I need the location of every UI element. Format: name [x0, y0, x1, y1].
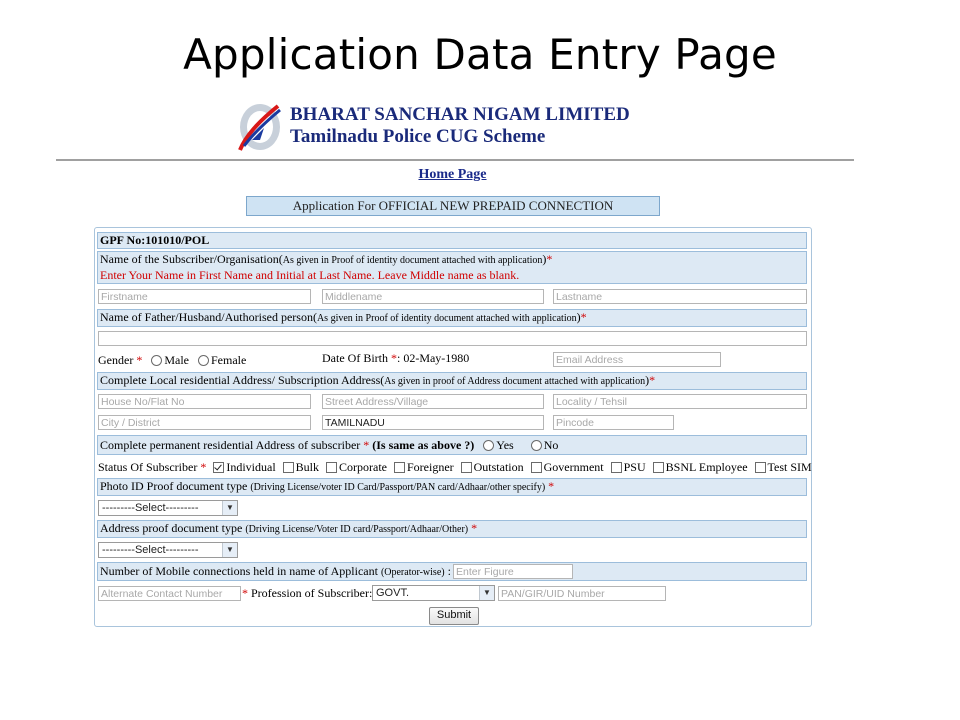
address-proof-selected: ---------Select--------- [102, 544, 199, 556]
pincode-input[interactable]: Pincode [553, 415, 674, 430]
required-marker: * [363, 438, 370, 452]
profession-label: Profession of Subscriber: [251, 586, 373, 600]
home-page-link[interactable]: Home Page [418, 167, 487, 182]
gender-female-radio[interactable] [198, 355, 209, 366]
middlename-input[interactable]: Middlename [322, 289, 544, 304]
required-marker: * [649, 373, 656, 387]
father-name-note: As given in Proof of identity document attached with application [316, 313, 577, 324]
father-name-label: Name of Father/Husband/Authorised person( [100, 310, 317, 324]
house-no-input[interactable]: House No/Flat No [98, 394, 311, 409]
lastname-input[interactable]: Lastname [553, 289, 807, 304]
gender-male-radio[interactable] [151, 355, 162, 366]
local-address-label: Complete Local residential Address/ Subscription Address( [100, 373, 385, 387]
state-input[interactable]: TAMILNADU [322, 415, 544, 430]
status-bsnl-employee-checkbox[interactable] [653, 462, 664, 473]
same-address-no-radio[interactable] [531, 440, 542, 451]
required-marker: * [546, 252, 553, 266]
status-bulk-checkbox[interactable] [283, 462, 294, 473]
city-input[interactable]: City / District [98, 415, 311, 430]
photo-id-label: Photo ID Proof document type [100, 479, 248, 493]
address-proof-note: (Driving License/Voter ID card/Passport/Adhaar/Other) [245, 524, 469, 535]
photo-id-selected: ---------Select--------- [102, 502, 199, 514]
dob-row [322, 351, 469, 366]
same-address-no-label: No [543, 438, 559, 452]
address-proof-section [97, 520, 807, 538]
gender-row [98, 353, 246, 368]
bsnl-logo-icon [234, 100, 290, 154]
mobile-connections-label: Number of Mobile connections held in name of Applicant [100, 564, 378, 578]
status-corporate-checkbox[interactable] [326, 462, 337, 473]
required-marker: * [390, 351, 397, 365]
status-label: Status Of Subscriber [98, 460, 198, 474]
email-input[interactable]: Email Address [553, 352, 721, 367]
mobile-connections-section: Number of Mobile connections held in name of Applicant (Operator-wise) : [97, 562, 807, 581]
status-individual-checkbox[interactable] [213, 462, 224, 473]
required-marker: * [471, 521, 478, 535]
gender-label: Gender [98, 353, 134, 367]
subscriber-name-section: Name of the Subscriber/Organisation(As given in Proof of identity document attached with application)* Enter Your Name in First Name and Initial at Last Name. Leave Middle name as blank. [97, 251, 807, 284]
gpf-number: GPF No:101010/POL [97, 232, 807, 249]
dob-label: Date Of Birth [322, 351, 388, 365]
mobile-connections-note: (Operator-wise) [380, 567, 445, 578]
brand-name: BHARAT SANCHAR NIGAM LIMITED [290, 104, 630, 125]
brand-scheme: Tamilnadu Police CUG Scheme [290, 126, 546, 147]
status-government-checkbox[interactable] [531, 462, 542, 473]
application-title-banner: Application For OFFICIAL NEW PREPAID CONNECTION [246, 196, 660, 216]
required-marker: * [580, 310, 587, 324]
header-divider [56, 159, 854, 161]
photo-id-select[interactable] [98, 500, 238, 516]
same-address-yes-label: Yes [496, 438, 514, 452]
mobile-connections-input[interactable]: Enter Figure [453, 564, 573, 579]
required-marker: * [548, 479, 555, 493]
locality-input[interactable]: Locality / Tehsil [553, 394, 807, 409]
subscriber-name-note: As given in Proof of identity document attached with application [282, 255, 543, 266]
photo-id-note: (Driving License/voter ID Card/Passport/PAN card/Adhaar/other specify) [250, 482, 546, 493]
local-address-note: As given in proof of Address document attached with application [384, 376, 646, 387]
slide-title: Application Data Entry Page [183, 30, 777, 79]
gender-female-label: Female [210, 353, 247, 367]
photo-id-section [97, 478, 807, 496]
profession-selected: GOVT. [376, 587, 410, 599]
gender-male-label: Male [164, 353, 189, 367]
status-outstation-checkbox[interactable] [461, 462, 472, 473]
chevron-down-icon: ▼ [222, 543, 237, 557]
submit-button[interactable]: Submit [429, 607, 479, 625]
chevron-down-icon: ▼ [222, 501, 237, 515]
status-foreigner-checkbox[interactable] [394, 462, 405, 473]
subscriber-name-instruction: Enter Your Name in First Name and Initial at Last Name. Leave Middle name as blank. [100, 268, 520, 282]
address-proof-select[interactable] [98, 542, 238, 558]
required-marker: * [200, 460, 207, 474]
firstname-input[interactable]: Firstname [98, 289, 311, 304]
father-name-section: Name of Father/Husband/Authorised person(As given in Proof of identity document attached with application)* [97, 309, 807, 327]
profession-select[interactable] [372, 585, 495, 601]
local-address-section: Complete Local residential Address/ Subscription Address(As given in proof of Address document attached with application)* [97, 372, 807, 390]
address-proof-label: Address proof document type [100, 521, 243, 535]
street-address-input[interactable]: Street Address/Village [322, 394, 544, 409]
pan-number-input[interactable]: PAN/GIR/UID Number [498, 586, 666, 601]
required-marker: * [136, 353, 143, 367]
status-psu-checkbox[interactable] [611, 462, 622, 473]
status-row: Status Of Subscriber * Individual Bulk Corporate Foreigner Outstation Government PSU BSNL Employee Test SIM [98, 460, 812, 474]
subscriber-name-label: Name of the Subscriber/Organisation( [100, 252, 283, 266]
status-test-sim-checkbox[interactable] [755, 462, 766, 473]
same-as-above-question: (Is same as above ?) [372, 438, 475, 452]
chevron-down-icon: ▼ [479, 586, 494, 600]
permanent-address-label: Complete permanent residential Address of subscriber [100, 438, 361, 452]
brand-block [290, 104, 630, 148]
dob-value[interactable]: : 02-May-1980 [396, 351, 470, 365]
father-name-input[interactable] [98, 331, 807, 346]
alternate-contact-input[interactable]: Alternate Contact Number [98, 586, 241, 601]
application-form [94, 227, 812, 627]
permanent-address-section [97, 435, 807, 455]
required-marker: * [242, 586, 248, 600]
profession-row [242, 586, 372, 601]
same-address-yes-radio[interactable] [483, 440, 494, 451]
